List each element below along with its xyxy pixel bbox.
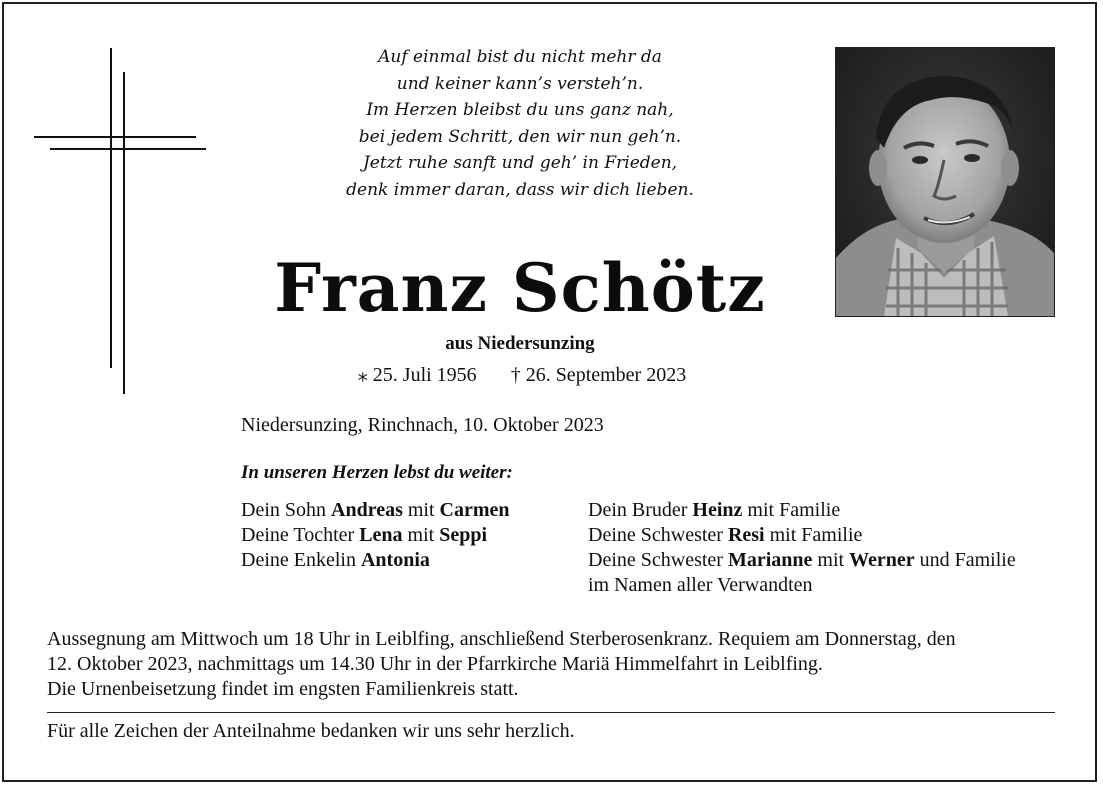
- deceased-name: Franz Schötz: [274, 249, 766, 327]
- birth-date: ⁎ 25. Juli 1956: [357, 364, 477, 386]
- poem-line: bei jedem Schritt, den wir nun geh’n.: [358, 126, 682, 147]
- mourner-line: Dein Sohn Andreas mit Carmen: [241, 499, 510, 521]
- place-and-date: Niedersunzing, Rinchnach, 10. Oktober 2023: [241, 414, 604, 436]
- mourner-name: Antonia: [360, 549, 430, 571]
- mourners-left-column: [241, 498, 510, 573]
- mourner-line: Deine Tochter Lena mit Seppi: [241, 524, 488, 546]
- divider: [47, 712, 1055, 713]
- mourners-right-column: [588, 498, 1016, 598]
- mourner-line: Dein Bruder Heinz mit Familie: [588, 499, 841, 521]
- poem-line: denk immer daran, dass wir dich lieben.: [346, 179, 694, 200]
- mourner-line: im Namen aller Verwandten: [588, 574, 813, 596]
- mourner-name: Resi: [727, 524, 765, 546]
- poem-line: Im Herzen bleibst du uns ganz nah,: [366, 100, 674, 120]
- service-line: Die Urnenbeisetzung findet im engsten Familienkreis statt.: [47, 678, 519, 700]
- mourner-name: Seppi: [439, 524, 488, 546]
- mourner-name: Marianne: [727, 549, 813, 571]
- mourner-name: Andreas: [331, 499, 403, 521]
- death-date: † 26. September 2023: [510, 364, 687, 386]
- portrait-photo: [835, 47, 1055, 317]
- life-dates: [300, 362, 744, 387]
- mourner-name: Lena: [359, 524, 403, 546]
- mourner-line: Deine Enkelin Antonia: [241, 549, 430, 571]
- deceased-origin: aus Niedersunzing: [445, 333, 595, 354]
- poem: [300, 44, 740, 203]
- mourner-line: Deine Schwester Resi mit Familie: [588, 524, 863, 546]
- thanks-note: Für alle Zeichen der Anteilnahme bedanken wir uns sehr herzlich.: [47, 720, 575, 742]
- cross-icon: [0, 0, 220, 400]
- mourner-name: Werner: [849, 549, 915, 571]
- poem-line: Auf einmal bist du nicht mehr da: [378, 47, 662, 67]
- poem-line: Jetzt ruhe sanft und geh’ in Frieden,: [362, 153, 678, 173]
- mourner-name: Carmen: [439, 499, 510, 521]
- poem-line: und keiner kann’s versteh’n.: [396, 73, 644, 94]
- service-line: 12. Oktober 2023, nachmittags um 14.30 Uhr in der Pfarrkirche Mariä Himmelfahrt in Leiblfing.: [47, 653, 823, 675]
- mourner-name: Heinz: [692, 499, 743, 521]
- service-info: [47, 627, 1057, 702]
- mourner-line: Deine Schwester Marianne mit Werner und Familie: [588, 549, 1016, 571]
- mourners-heading: In unseren Herzen lebst du weiter:: [241, 462, 513, 483]
- service-line: Aussegnung am Mittwoch um 18 Uhr in Leiblfing, anschließend Sterberosenkranz. Requiem am Donnerstag, den: [47, 628, 956, 650]
